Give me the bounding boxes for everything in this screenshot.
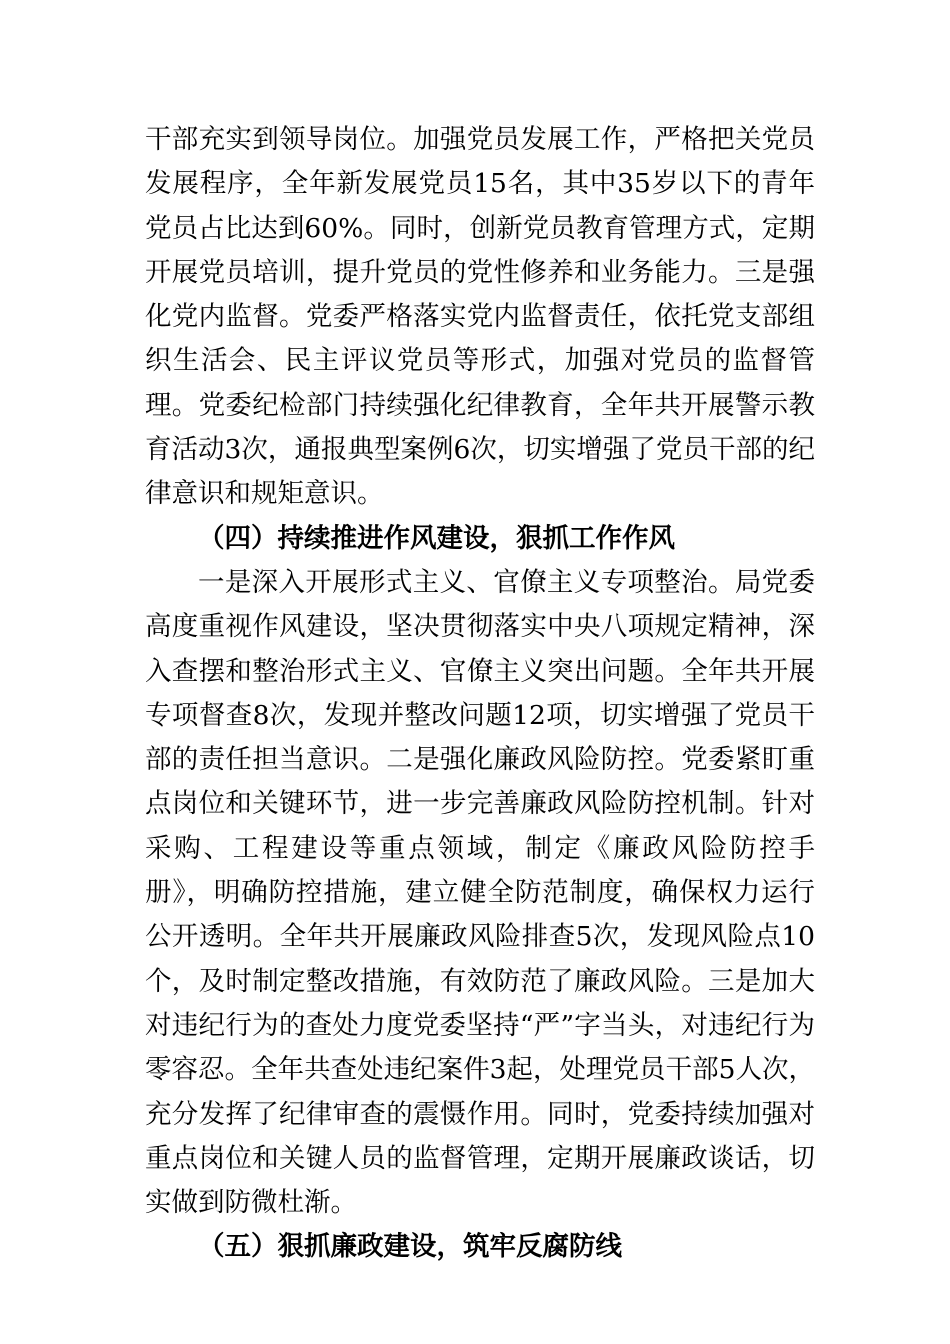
body-paragraph: 一是深入开展形式主义、官僚主义专项整治。局党委高度重视作风建设，坚决贯彻落实中央八项规定精神，深入查摆和整治形式主义、官僚主义突出问题。全年共开展专项督查8次，发现并整改问题12项，切实增强了党员干部的责任担当意识。二是强化廉政风险防控。党委紧盯重点岗位和关键环节，进一步完善廉政风险防控机制。针对采购、工程建设等重点领域，制定《廉政风险防控手册》，明确防控措施，建立健全防范制度，确保权力运行公开透明。全年共开展廉政风险排查5次，发现风险点10个，及时制定整改措施，有效防范了廉政风险。三是加大对违纪行为的查处力度党委坚持“严”字当头，对违纪行为零容忍。全年共查处违纪案件3起，处理党员干部5人次，充分发挥了纪律审查的震慑作用。同时，党委持续加强对重点岗位和关键人员的监督管理，定期开展廉政谈话，切实做到防微杜渐。 [145,566,815,1219]
section-heading-5: （五）狠抓廉政建设，筑牢反腐防线 [198,1231,622,1263]
section-heading-4: （四）持续推进作风建设，狠抓工作作风 [198,522,675,554]
document-body [145,118,815,1270]
body-paragraph: 干部充实到领导岗位。加强党员发展工作，严格把关党员发展程序，全年新发展党员15名，其中35岁以下的青年党员占比达到60%。同时，创新党员教育管理方式，定期开展党员培训，提升党员的党性修养和业务能力。三是强化党内监督。党委严格落实党内监督责任，依托党支部组织生活会、民主评议党员等形式，加强对党员的监督管理。党委纪检部门持续强化纪律教育，全年共开展警示教育活动3次，通报典型案例6次，切实增强了党员干部的纪律意识和规矩意识。 [145,124,815,510]
